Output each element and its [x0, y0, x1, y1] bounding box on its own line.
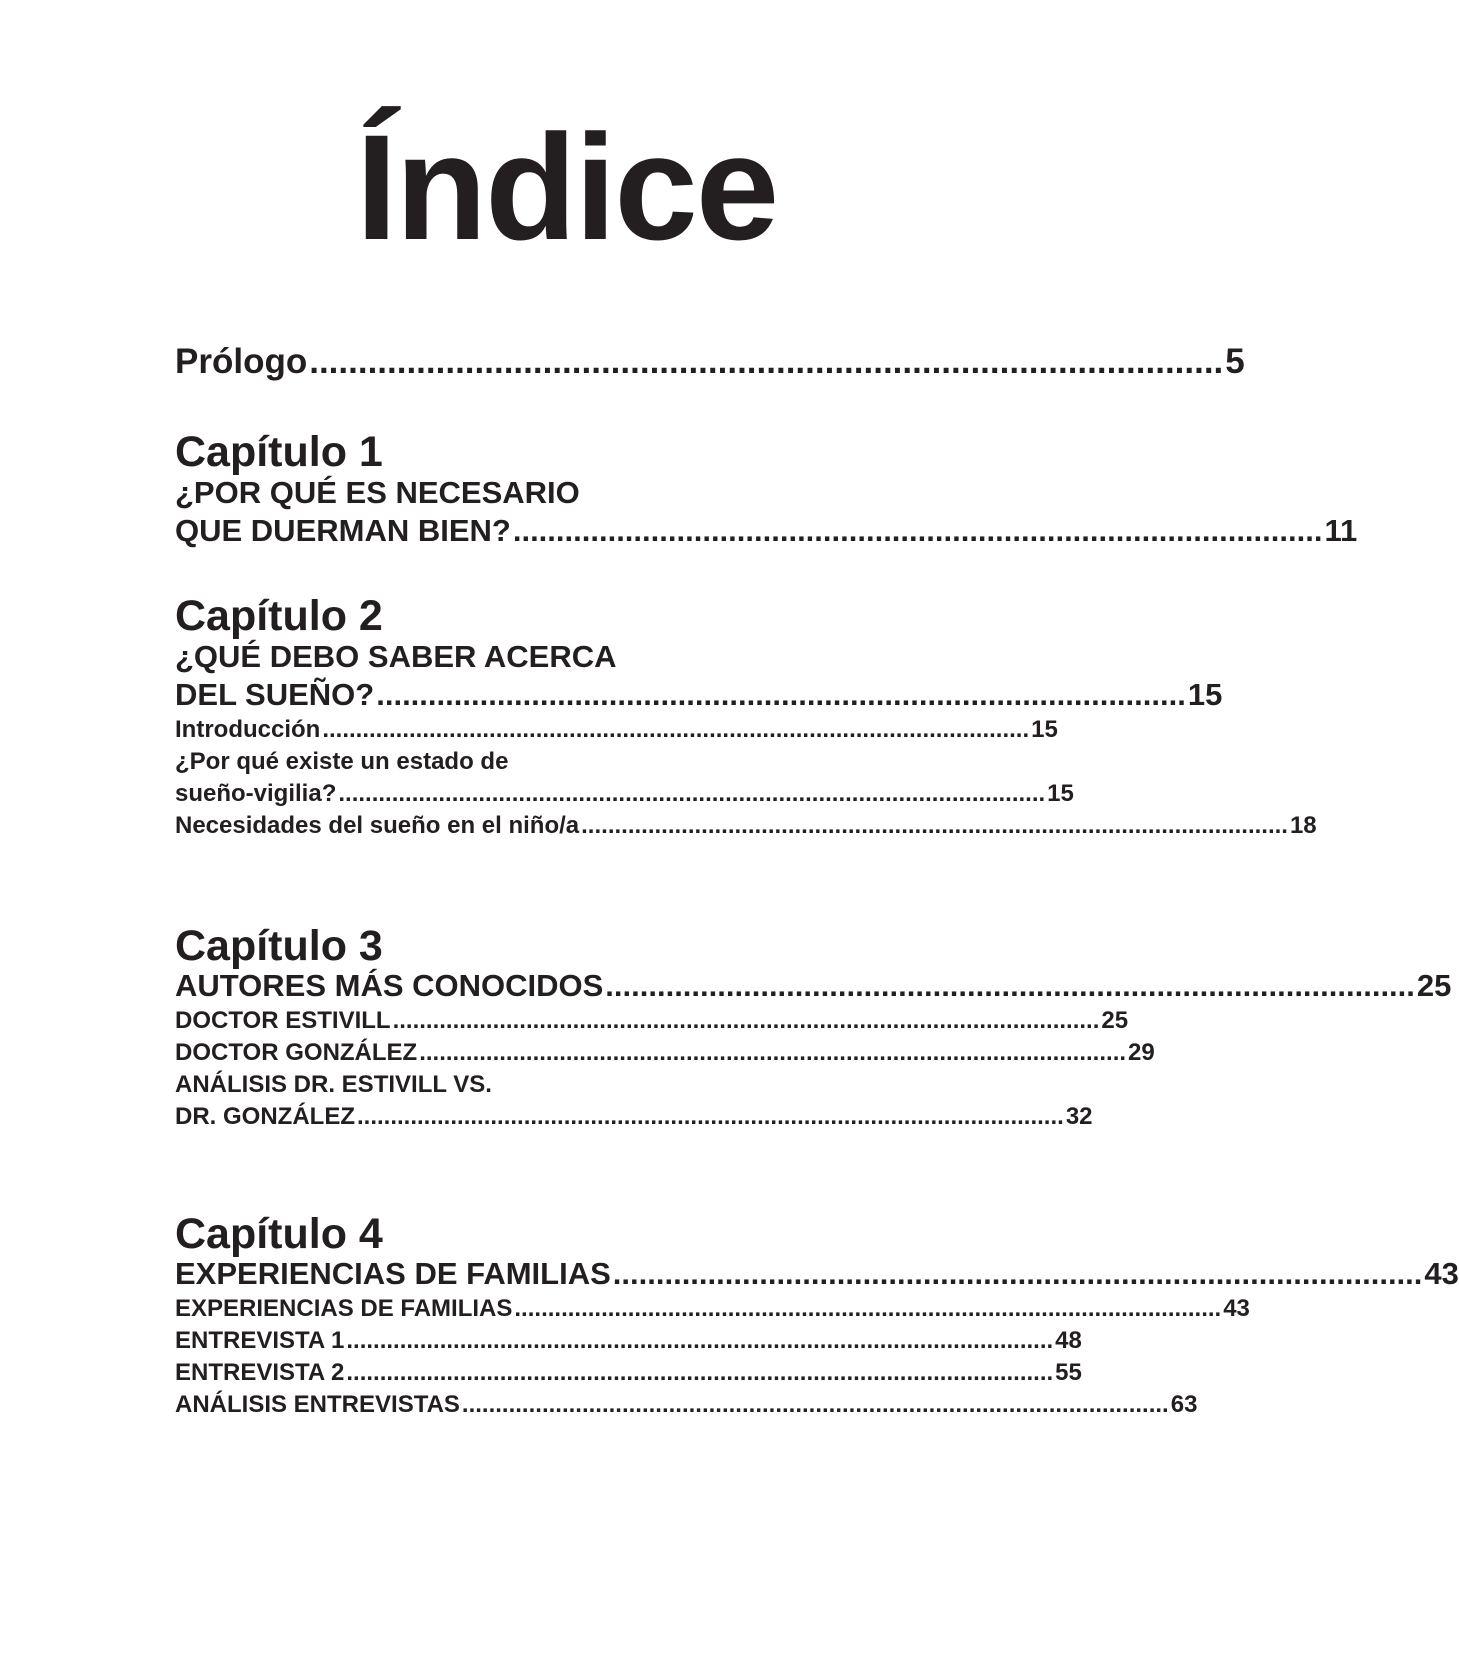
dot-leader: ..........................................................................................................	[514, 1295, 1222, 1322]
dot-leader: ..........................................................................................................	[419, 1039, 1127, 1066]
entry-label: Prólogo	[175, 342, 308, 381]
toc-subentry[interactable]	[175, 714, 1058, 746]
entry-label: QUE DUERMAN BIEN?	[175, 513, 511, 548]
dot-leader: ..........................................................................................................	[357, 1103, 1064, 1130]
dot-leader: ..........................................................................................................	[581, 812, 1288, 839]
entry-page-number: 48	[1055, 1327, 1082, 1354]
entry-page-number: 25	[1416, 968, 1452, 1003]
entry-label: DR. GONZÁLEZ	[175, 1103, 355, 1130]
entry-page-number: 15	[1047, 780, 1074, 807]
toc-entry-chapter-2[interactable]	[175, 676, 1223, 714]
entry-page-number: 18	[1289, 812, 1317, 839]
toc-subentry[interactable]	[175, 1325, 1082, 1357]
subentry-line: ANÁLISIS DR. ESTIVILL VS.	[175, 1071, 492, 1098]
toc-entry-prologo[interactable]	[175, 342, 1245, 382]
dot-leader: ..........................................................................................................	[338, 780, 1046, 807]
toc-subentry[interactable]	[175, 1357, 1082, 1389]
dot-leader: ..........................................................................................................	[461, 1391, 1169, 1418]
entry-page-number: 29	[1128, 1039, 1155, 1066]
dot-leader: ..........................................................................................................	[346, 1359, 1054, 1386]
entry-page-number: 32	[1065, 1103, 1093, 1130]
entry-page-number: 63	[1170, 1391, 1198, 1418]
dot-leader: ..........................................................................................................	[346, 1327, 1054, 1354]
entry-page-number: 25	[1101, 1007, 1129, 1034]
entry-label: DOCTOR ESTIVILL	[175, 1007, 391, 1034]
chapter-subtitle: ¿POR QUÉ ES NECESARIO	[175, 475, 580, 510]
chapter-subtitle: ¿QUÉ DEBO SABER ACERCA	[175, 639, 617, 674]
dot-leader: ..........................................................................................................	[322, 716, 1030, 743]
toc-entry-chapter-3[interactable]	[175, 967, 1452, 1005]
toc-subentry[interactable]	[175, 1389, 1198, 1421]
entry-label: ENTREVISTA 2	[175, 1359, 345, 1386]
entry-page-number: 43	[1424, 1256, 1459, 1291]
dot-leader: ..............................................................................................	[605, 968, 1415, 1003]
dot-leader: ..............................................................................................	[512, 513, 1323, 548]
chapter-heading: Capítulo 4	[175, 1210, 383, 1258]
entry-page-number: 15	[1187, 677, 1223, 712]
entry-page-number: 5	[1225, 342, 1245, 381]
entry-label: DOCTOR GONZÁLEZ	[175, 1039, 418, 1066]
dot-leader: ..............................................................................................	[309, 342, 1224, 381]
entry-label: ANÁLISIS ENTREVISTAS	[175, 1391, 460, 1418]
entry-label: Necesidades del sueño en el niño/a	[175, 812, 580, 839]
entry-page-number: 11	[1324, 513, 1358, 548]
chapter-heading: Capítulo 2	[175, 592, 383, 640]
entry-label: sueño-vigilia?	[175, 780, 337, 807]
entry-label: EXPERIENCIAS DE FAMILIAS	[175, 1295, 513, 1322]
toc-subentry[interactable]	[175, 810, 1317, 842]
subentry-line: ¿Por qué existe un estado de	[175, 748, 509, 775]
page-title: Índice	[355, 103, 778, 271]
toc-subentry[interactable]	[175, 1037, 1155, 1069]
dot-leader: ..............................................................................................	[612, 1256, 1423, 1291]
entry-page-number: 43	[1223, 1295, 1250, 1322]
dot-leader: ..............................................................................................	[376, 677, 1186, 712]
toc-entry-chapter-1[interactable]	[175, 512, 1358, 550]
entry-label: ENTREVISTA 1	[175, 1327, 345, 1354]
toc-entry-chapter-4[interactable]	[175, 1255, 1459, 1293]
entry-label: Introducción	[175, 716, 321, 743]
entry-label: DEL SUEÑO?	[175, 677, 375, 712]
dot-leader: ..........................................................................................................	[392, 1007, 1100, 1034]
chapter-heading: Capítulo 3	[175, 922, 383, 970]
toc-subentry[interactable]	[175, 778, 1074, 810]
chapter-heading: Capítulo 1	[175, 428, 383, 476]
entry-page-number: 55	[1055, 1359, 1082, 1386]
toc-subentry[interactable]	[175, 1101, 1093, 1133]
toc-subentry[interactable]	[175, 1005, 1129, 1037]
entry-label: AUTORES MÁS CONOCIDOS	[175, 968, 604, 1003]
entry-page-number: 15	[1031, 716, 1058, 743]
entry-label: EXPERIENCIAS DE FAMILIAS	[175, 1256, 611, 1291]
toc-subentry[interactable]	[175, 1293, 1250, 1325]
